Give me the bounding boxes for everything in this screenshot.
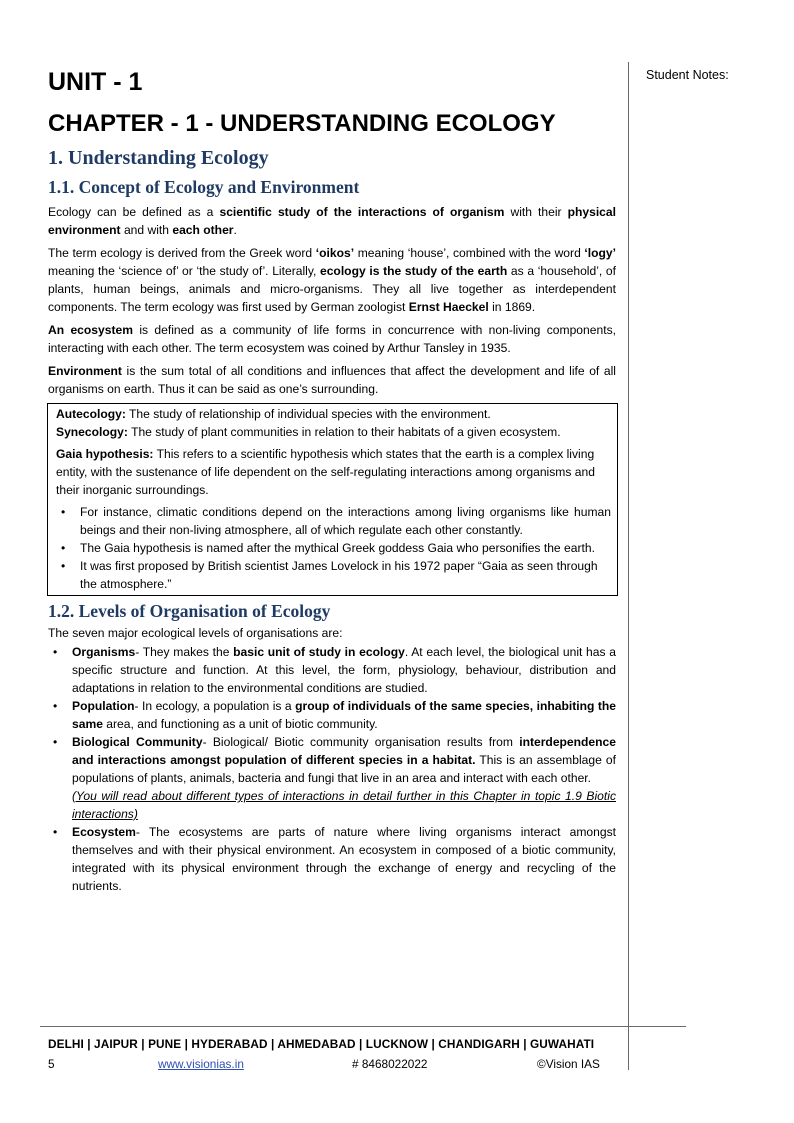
list-item-biological-community: • Biological Community- Biological/ Biotic community organisation results from interdependence and interactions amongst population of different species in a habitat. This is an assemblage of populations of plants, animals, bacteria and fungi that live in an area and interact with each other. (You will read about different types of interactions in detail further in this Chapter in topic 1.9 Biotic interactions) — [53, 735, 616, 821]
list-item: • For instance, climatic conditions depend on the interactions among living organisms like human beings and their non-living atmosphere, all of which regulate each other constantly. — [61, 505, 611, 537]
bullet-icon: • — [61, 541, 66, 555]
footer-row — [48, 1055, 618, 1073]
bullet-icon: • — [53, 735, 58, 749]
gaia-bullet-list — [56, 503, 611, 593]
levels-intro: The seven major ecological levels of organisations are: — [48, 626, 343, 640]
footer-cities: DELHI | JAIPUR | PUNE | HYDERABAD | AHMEDABAD | LUCKNOW | CHANDIGARH | GUWAHATI — [48, 1037, 595, 1051]
cross-reference-note: (You will read about different types of interactions in detail further in this Chapter in topic 1.9 Biotic interactions) — [72, 789, 616, 821]
main-content — [48, 68, 616, 895]
list-item-population: • Population- In ecology, a population is a group of individuals of the same species, inhabiting the same area, and functioning as a unit of biotic community. — [53, 699, 616, 731]
definitions-box — [47, 403, 618, 596]
section-heading: 1. Understanding Ecology — [48, 147, 269, 169]
paragraph-etymology: The term ecology is derived from the Greek word ‘oikos’ meaning ‘house’, combined with the word ‘logy’ meaning the ‘science of’ or ‘the study of’. Literally, ecology is the study of the earth as a ‘household’, of plants, human beings, animals and micro-organisms. They all live together as interdependent components. The term ecology was first used by German zoologist Ernst Haeckel in 1869. — [48, 246, 616, 314]
list-item-organisms: • Organisms- They makes the basic unit of study in ecology. At each level, the biological unit has a specific structure and function. At this level, the form, physiology, behaviour, distribution and adaptations in relation to the environmental conditions are studied. — [53, 645, 616, 695]
paragraph-environment: Environment is the sum total of all conditions and influences that affect the development and life of all organisms on earth. Thus it can be said as one’s surrounding. — [48, 364, 616, 396]
page-footer — [48, 1035, 618, 1073]
list-item: • It was first proposed by British scientist James Lovelock in his 1972 paper “Gaia as seen through the atmosphere.” — [61, 559, 598, 591]
autecology-definition: Autecology: The study of relationship of individual species with the environment. — [56, 407, 491, 421]
footer-divider — [40, 1026, 686, 1027]
bullet-icon: • — [53, 645, 58, 659]
phone-number: # 8468022022 — [352, 1057, 428, 1071]
bullet-icon: • — [61, 559, 66, 573]
list-item-ecosystem: • Ecosystem- The ecosystems are parts of nature where living organisms interact amongst themselves and with their physical environment. An ecosystem in composed of a biotic community, integrated with its physical environment through the exchange of energy and recycling of the nutrients. — [53, 825, 616, 893]
page-number: 5 — [48, 1057, 55, 1071]
bullet-icon: • — [61, 505, 66, 519]
paragraph-ecosystem: An ecosystem is defined as a community of life forms in concurrence with non-living components, interacting with each other. The term ecosystem was coined by Arthur Tansley in 1935. — [48, 323, 616, 355]
bullet-icon: • — [53, 825, 58, 839]
gaia-definition: Gaia hypothesis: This refers to a scientific hypothesis which states that the earth is a complex living entity, with the sustenance of life dependent on the self-regulating interactions among organisms and their inorganic surroundings. — [56, 447, 595, 497]
unit-title: UNIT - 1 — [48, 68, 143, 96]
list-item: • The Gaia hypothesis is named after the mythical Greek goddess Gaia who personifies the earth. — [61, 541, 595, 555]
synecology-definition: Synecology: The study of plant communities in relation to their habitats of a given ecosystem. — [56, 425, 561, 439]
subsection-heading-1-2: 1.2. Levels of Organisation of Ecology — [48, 601, 331, 621]
subsection-heading-1-1: 1.1. Concept of Ecology and Environment — [48, 177, 360, 197]
copyright: ©Vision IAS — [537, 1057, 600, 1071]
paragraph-ecology-definition: Ecology can be defined as a scientific study of the interactions of organism with their physical environment and with each other. — [48, 205, 616, 237]
notes-divider — [628, 62, 629, 1070]
chapter-title: CHAPTER - 1 - UNDERSTANDING ECOLOGY — [48, 110, 556, 137]
student-notes-label: Student Notes: — [646, 68, 729, 82]
levels-list — [48, 643, 616, 895]
website-link[interactable]: www.visionias.in — [158, 1057, 244, 1071]
bullet-icon: • — [53, 699, 58, 713]
